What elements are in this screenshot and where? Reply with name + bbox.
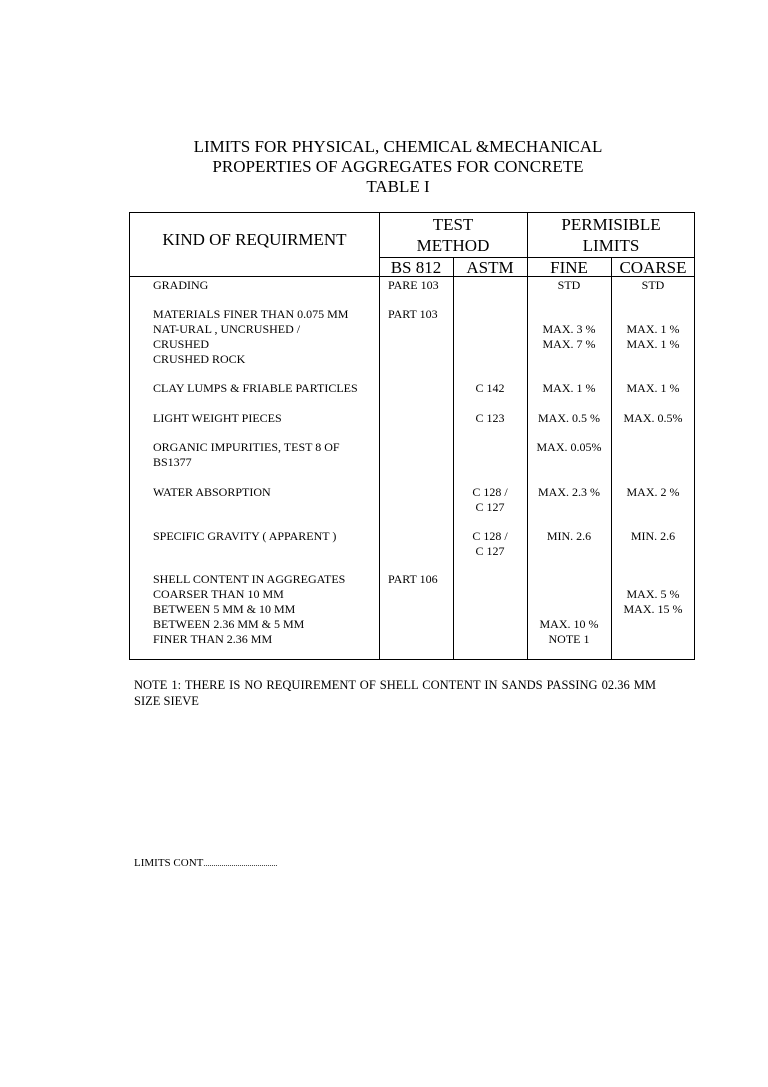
title-line-1: LIMITS FOR PHYSICAL, CHEMICAL &MECHANICAL [193,137,603,156]
row-clay-astm: C 142 [475,381,505,395]
row-grading-bs812: PARE 103 [388,278,439,292]
row-clay-kind: CLAY LUMPS & FRIABLE PARTICLES [153,381,358,395]
column-divider [379,213,380,659]
row-materials-kind-4: CRUSHED ROCK [153,352,246,366]
row-materials-kind-1: MATERIALS FINER THAN 0.075 MM [153,307,349,321]
row-shell-kind-1: SHELL CONTENT IN AGGREGATES [153,572,346,586]
row-materials-kind-2: NAT-URAL , UNCRUSHED / [153,322,301,336]
row-materials-bs812: PART 103 [388,307,438,321]
row-clay-coarse: MAX. 1 % [626,381,680,395]
row-grading-fine: STD [557,278,581,292]
row-water-astm-1: C 128 / [472,485,508,499]
row-organic-fine: MAX. 0.05% [536,440,602,454]
header-test-line2: METHOD [416,236,490,255]
row-gravity-coarse: MIN. 2.6 [630,529,676,543]
header-kind: KIND OF REQUIRMENT [162,230,347,249]
row-water-astm-2: C 127 [475,500,505,514]
row-light-astm: C 123 [475,411,505,425]
row-shell-fine-1: MAX. 10 % [539,617,599,631]
row-water-coarse: MAX. 2 % [626,485,680,499]
row-gravity-astm-2: C 127 [475,544,505,558]
row-materials-coarse-1: MAX. 1 % [626,322,680,336]
row-materials-fine-2: MAX. 7 % [542,337,596,351]
footnote: NOTE 1: THERE IS NO REQUIREMENT OF SHELL CONTENT IN SANDS PASSING 02.36 MM SIZE SIEVE [134,678,656,708]
document-title [0,137,768,197]
limits-continued-label: LIMITS CONT [134,857,204,869]
row-shell-kind-5: FINER THAN 2.36 MM [153,632,273,646]
row-gravity-fine: MIN. 2.6 [546,529,592,543]
row-shell-coarse-1: MAX. 5 % [626,587,680,601]
header-coarse: COARSE [619,258,687,277]
row-grading-coarse: STD [641,278,665,292]
title-line-2: PROPERTIES OF AGGREGATES FOR CONCRETE [212,157,584,176]
row-shell-kind-4: BETWEEN 2.36 MM & 5 MM [153,617,305,631]
row-shell-coarse-2: MAX. 15 % [623,602,683,616]
column-divider [453,257,454,659]
row-materials-coarse-2: MAX. 1 % [626,337,680,351]
limits-continued [134,856,277,871]
row-water-kind: WATER ABSORPTION [153,485,271,499]
row-materials-fine-1: MAX. 3 % [542,322,596,336]
header-fine: FINE [550,258,588,277]
row-light-coarse: MAX. 0.5% [623,411,683,425]
row-water-fine: MAX. 2.3 % [538,485,600,499]
title-line-3: TABLE I [366,177,430,196]
row-clay-fine: MAX. 1 % [542,381,596,395]
row-light-kind: LIGHT WEIGHT PIECES [153,411,282,425]
header-perm-line2: LIMITS [582,236,640,255]
requirements-table [129,212,695,660]
row-shell-fine-2: NOTE 1 [548,632,590,646]
row-materials-kind-3: CRUSHED [153,337,210,351]
header-test-line1: TEST [432,215,474,234]
header-astm: ASTM [466,258,514,277]
row-shell-kind-3: BETWEEN 5 MM & 10 MM [153,602,296,616]
row-shell-kind-2: COARSER THAN 10 MM [153,587,284,601]
row-organic-kind-1: ORGANIC IMPURITIES, TEST 8 OF [153,440,340,454]
row-organic-kind-2: BS1377 [153,455,192,469]
row-grading-kind: GRADING [153,278,209,292]
row-gravity-kind: SPECIFIC GRAVITY ( APPARENT ) [153,529,337,543]
header-bs812: BS 812 [390,258,442,277]
row-gravity-astm-1: C 128 / [472,529,508,543]
row-shell-bs812: PART 106 [388,572,438,586]
row-light-fine: MAX. 0.5 % [538,411,600,425]
header-perm-line1: PERMISIBLE [561,215,661,234]
limits-continued-dots: ..................................... [203,859,278,868]
